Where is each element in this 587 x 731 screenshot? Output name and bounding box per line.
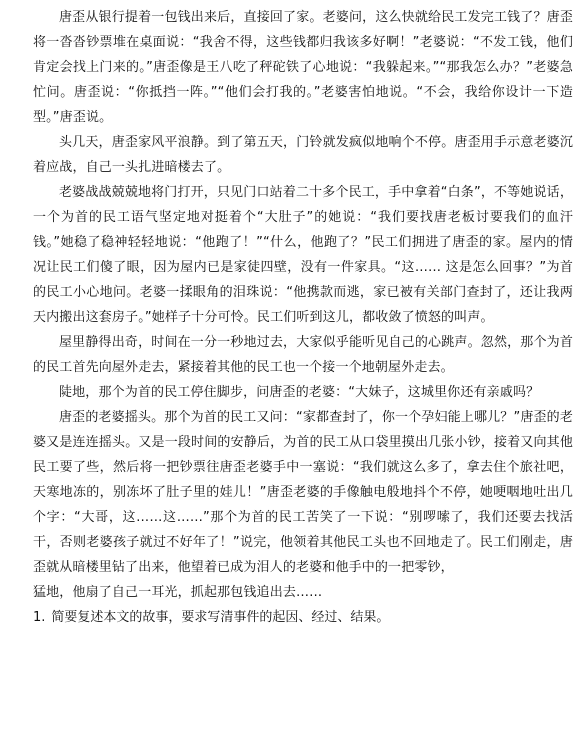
- story-paragraph-4: 屋里静得出奇，时间在一分一秒地过去，大家似乎能听见自己的心跳声。忽然，那个为首的民工首先向屋外走去，紧接着其他的民工也一个接一个地朝屋外走去。: [33, 335, 573, 375]
- story-paragraph-6: 唐歪的老婆摇头。那个为首的民工又问：“家都查封了，你一个孕妇能上哪儿？”唐歪的老婆又是连连摇头。又是一段时间的安静后，为首的民工从口袋里摸出几张小钞，接着又向其他民工要了些，然后将一把钞票往唐歪老婆手中一塞说：“我们就这么多了，拿去住个旅社吧，天寒地冻的，别冻坏了肚子里的娃儿！”唐歪老婆的手像触电般地抖个不停，她哽咽地吐出几个字：“大哥，这……这……”那个为首的民工苦笑了一下说：“别啰嗦了，我们还要去找活干，否则老婆孩子就过不好年了！”说完，他领着其他民工头也不回地走了。民工们刚走，唐歪就从暗楼里钻了出来，他望着已成为泪人的老婆和他手中的一把零钞，: [33, 410, 573, 575]
- story-paragraph-5: 陡地，那个为首的民工停住脚步，问唐歪的老婆：“大妹子，这城里你还有亲戚吗？: [59, 385, 540, 400]
- question-text: 简要复述本文的故事，要求写清事件的起因、经过、结果。: [51, 610, 390, 625]
- question-number: 1.: [33, 610, 46, 625]
- question-item: [33, 605, 573, 630]
- story-paragraph-2: 头几天，唐歪家风平浪静。到了第五天，门铃就发疯似地响个不停。唐歪用手示意老婆沉着应战，自己一头扎进暗楼去了。: [33, 135, 573, 175]
- story-paragraph-7: 猛地，他扇了自己一耳光，抓起那包钱追出去……: [33, 585, 323, 600]
- story-paragraph-3: 老婆战战兢兢地将门打开，只见门口站着二十多个民工，手中拿着“白条”，不等她说话，一个为首的民工语气坚定地对挺着个“大肚子”的她说：“我们要找唐老板讨要我们的血汗钱。”她稳了稳神轻轻地说：“他跑了！”“什么，他跑了？”民工们拥进了唐歪的家。屋内的情况让民工们傻了眼，因为屋内已是家徒四壁，没有一件家具。“这…… 这是怎么回事？”为首的民工小心地问。老婆一揉眼角的泪珠说：“他携款而逃，家已被有关部门查封了，还让我两天内搬出这套房子。”她样子十分可怜。民工们听到这儿，都收敛了愤怒的叫声。: [33, 185, 573, 325]
- story-paragraph-1: 唐歪从银行提着一包钱出来后，直接回了家。老婆问，这么快就给民工发完工钱了？唐歪将一沓沓钞票堆在桌面说：“我舍不得，这些钱都归我该多好啊！”老婆说：“不发工钱，他们肯定会找上门来的。”唐歪像是王八吃了秤砣铁了心地说：“我躲起来。”“那我怎么办？”老婆急忙问。唐歪说：“你抵挡一阵。”“他们会打我的。”老婆害怕地说。“不会，我给你设计一下造型。”唐歪说。: [33, 10, 573, 125]
